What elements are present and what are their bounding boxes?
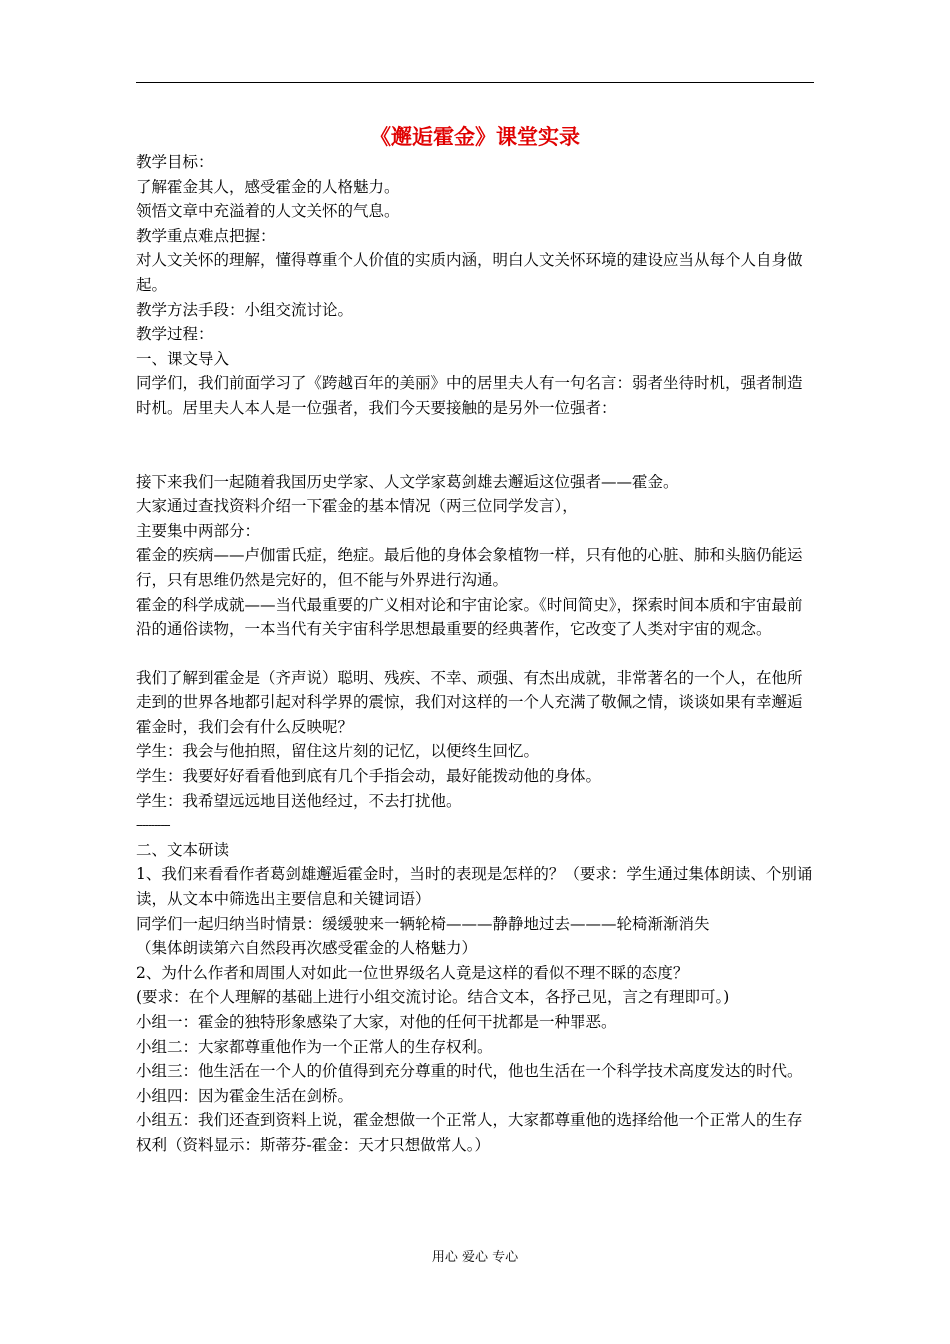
paragraph: 大家通过查找资料介绍一下霍金的基本情况（两三位同学发言）， [136, 497, 578, 516]
paragraph: 学生：我会与他拍照，留住这片刻的记忆，以便终生回忆。 [136, 742, 540, 761]
paragraph: 教学目标： [136, 153, 214, 171]
paragraph: 我们了解到霍金是（齐声说）聪明、残疾、不幸、顽强、有杰出成就，非常著名的一个人，在他所走到的世界各地都引起对科学界的震惊，我们对这样的一个人充满了敬佩之情，谈谈如果有幸邂逅霍金时，我们会有什么反映呢？ [136, 668, 803, 736]
paragraph: 对人文关怀的理解，懂得尊重个人价值的实质内涵，明白人文关怀环境的建设应当从每个人自身做起。 [136, 251, 803, 294]
paragraph: 小组一：霍金的独特形象感染了大家，对他的任何干扰都是一种罪恶。 [136, 1013, 617, 1031]
paragraph: 了解霍金其人，感受霍金的人格魅力。 [136, 177, 400, 196]
paragraph: （集体朗读第六自然段再次感受霍金的人格魅力） [136, 939, 478, 958]
section-heading: 二、文本研读 [136, 840, 230, 859]
paragraph: 学生：我希望远远地目送他经过，不去打扰他。 [136, 791, 462, 810]
section-heading: 一、课文导入 [136, 349, 230, 368]
paragraph: 小组三：他生活在一个人的价值得到充分尊重的时代，他也生活在一个科学技术高度发达的时代。 [136, 1062, 803, 1081]
paragraph: 2、为什么作者和周围人对如此一位世界级名人竟是这样的看似不理不睬的态度？ [136, 963, 689, 982]
document-body [136, 150, 816, 1158]
paragraph: 小组二：大家都尊重他作为一个正常人的生存权利。 [136, 1037, 493, 1056]
paragraph: 霍金的疾病——卢伽雷氏症，绝症。最后他的身体会象植物一样，只有他的心脏、肺和头脑仍能运行，只有思维仍然是完好的，但不能与外界进行沟通。 [136, 546, 803, 589]
paragraph: 小组五：我们还查到资料上说，霍金想做一个正常人，大家都尊重他的选择给他一个正常人的生存权利（资料显示：斯蒂芬-霍金：天才只想做常人。） [136, 1111, 803, 1154]
paragraph: 领悟文章中充溢着的人文关怀的气息。 [136, 202, 400, 221]
paragraph: 同学们一起归纳当时情景：缓缓驶来一辆轮椅———静静地过去———轮椅渐渐消失 [136, 914, 710, 933]
header-rule [136, 82, 814, 83]
paragraph: 1、我们来看看作者葛剑雄邂逅霍金时，当时的表现是怎样的？（要求：学生通过集体朗读、个别诵读，从文本中筛选出主要信息和关键词语） [136, 865, 813, 909]
paragraph: 教学方法手段：小组交流讨论。 [136, 300, 354, 319]
paragraph: 霍金的科学成就——当代最重要的广义相对论和宇宙论家。《时间简史》，探索时间本质和宇宙最前沿的通俗读物，一本当代有关宇宙科学思想最重要的经典著作，它改变了人类对宇宙的观念。 [136, 595, 803, 639]
paragraph: 接下来我们一起随着我国历史学家、人文学家葛剑雄去邂逅这位强者——霍金。 [136, 472, 679, 491]
paragraph: 小组四：因为霍金生活在剑桥。 [136, 1086, 354, 1105]
paragraph: 同学们，我们前面学习了《跨越百年的美丽》中的居里夫人有一句名言：弱者坐待时机，强者制造时机。居里夫人本人是一位强者，我们今天要接触的是另外一位强者： [136, 374, 803, 417]
paragraph: (要求：在个人理解的基础上进行小组交流讨论。结合文本，各抒己见，言之有理即可。) [136, 988, 730, 1007]
paragraph: 教学过程： [136, 325, 214, 344]
dash-separator: ----------- [136, 818, 170, 833]
page-title: 《邂逅霍金》课堂实录 [370, 125, 580, 149]
paragraph: 主要集中两部分： [136, 521, 261, 540]
paragraph: 教学重点难点把握： [136, 226, 276, 245]
page-footer: 用心 爱心 专心 [431, 1250, 519, 1265]
paragraph: 学生：我要好好看看他到底有几个手指会动，最好能拨动他的身体。 [136, 767, 602, 786]
